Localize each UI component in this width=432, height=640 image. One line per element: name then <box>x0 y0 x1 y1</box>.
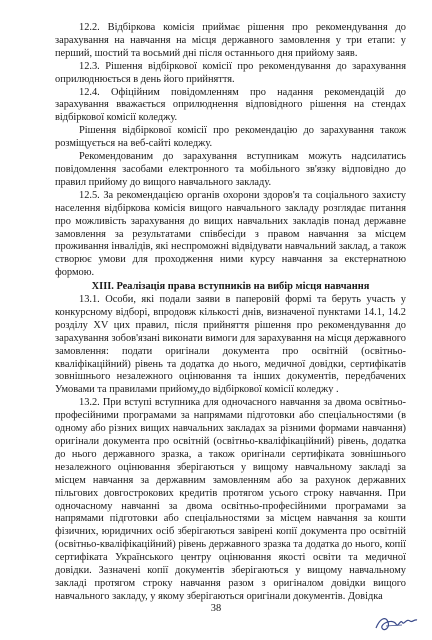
signature-mark <box>372 612 420 636</box>
paragraph-12-2: 12.2. Відбіркова комісія приймає рішення про рекомендування до зарахування на навчання на місця державного замовлення у три етапи: у перший, шостий та восьмий дні після останнього дня прийому заяв. <box>55 22 406 59</box>
paragraph-website-notice: Рішення відбіркової комісії про рекомендацію до зарахування також розміщується на веб-сайті коледжу. <box>55 125 406 150</box>
paragraph-12-4: 12.4. Офіційним повідомленням про надання рекомендацій до зарахування вважається оприлюднення відповідного рішення на стендах відбіркової комісії коледжу. <box>55 86 406 124</box>
paragraph-13-1: 13.1. Особи, які подали заяви в паперовій формі та беруть участь у конкурсному відборі, впродовж кількості днів, визначеної пунктами 14.1, 14.2 розділу XV цих правил, після прийняття рішення про рекомендування до зарахування зобов'язані виконати вимоги для зарахування на місця державного замовлення: подати оригінали документа про освітній (освітньо-кваліфікаційний) рівень та додатка до нього, медичної довідки, сертифікатів зовнішнього незалежного оцінювання та інших документів, передбачених Умовами та правилами прийому,до відбіркової комісії коледжу . <box>55 294 406 396</box>
page-number: 38 <box>210 603 222 614</box>
paragraph-notifications: Рекомендованим до зарахування вступникам можуть надсилатись повідомлення засобами електронного та мобільного зв'язку відповідно до правил прийому до вищого навчального закладу. <box>55 151 406 188</box>
paragraph-12-5: 12.5. За рекомендацією органів охорони здоров'я та соціального захисту населення відбіркова комісія вищого навчального закладу розглядає питання про можливість зарахування до вищих навчальних закладів понад державне замовлення за результатами співбесіди з правом навчання за місцем проживання інвалідів, які неспроможні відвідувати навчальний заклад, а також створює умови для проходження ними курсу навчання за екстернатною формою. <box>55 189 406 279</box>
paragraph-12-3: 12.3. Рішення відбіркової комісії про рекомендування до зарахування оприлюднюється в день його прийняття. <box>55 60 406 85</box>
section-heading: XIII. Реалізація права вступників на вибір місця навчання <box>91 281 370 293</box>
paragraph-13-2: 13.2. При вступі вступника для одночасного навчання за двома освітньо-професійними програмами за напрямами підготовки або спеціальностями (в одному або різних вищих навчальних закладах за різними формами навчання) оригінали документа про освітній (освітньо-кваліфікаційний) рівень, додатка до нього державного зразка, а також оригінали сертифіката зовнішнього незалежного оцінювання зберігаються у вищому навчальному закладі за місцем навчання за державним замовленням або за рахунок державних пільгових довгострокових кредитів протягом усього строку навчання. При одночасному навчанні за двома освітньо-професійними програмами за напрямами підготовки або спеціальностями за місцем навчання за кошти фізичних, юридичних осіб зберігаються завірені копії документа про освітній (освітньо-кваліфікаційний) рівень державного зразка та додатка до нього, копії сертифіката Українського центру оцінювання якості освіти та медичної довідки. Зазначені копії документів зберігаються у вищому навчальному закладі протягом строку навчання разом з оригіналом довідки вищого навчального закладу, у якому зберігаються оригінали документів. Довідка <box>55 397 406 602</box>
